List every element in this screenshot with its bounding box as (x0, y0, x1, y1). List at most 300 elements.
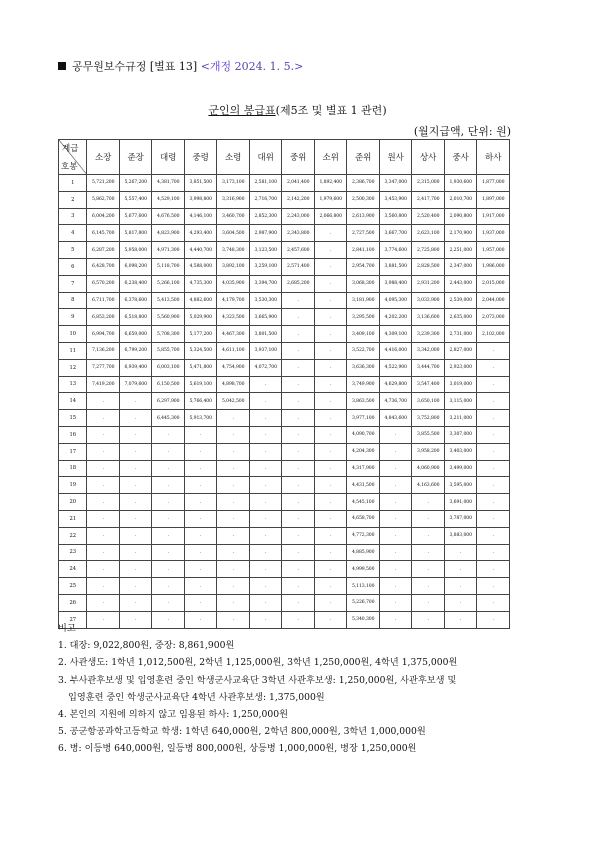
pay-cell: 1,986,000 (477, 258, 510, 275)
pay-cell: 3,881,500 (379, 258, 412, 275)
pay-cell: . (379, 544, 412, 561)
pay-cell: 2,347,000 (444, 258, 477, 275)
pay-cell: . (249, 544, 282, 561)
rank-header: 대위 (249, 140, 282, 175)
pay-cell: 4,754,900 (217, 359, 250, 376)
pay-cell: . (217, 611, 250, 628)
pay-cell: 1,917,000 (477, 208, 510, 225)
pay-cell: . (184, 443, 217, 460)
pay-cell: 6,238,400 (119, 275, 152, 292)
pay-cell: 4,736,700 (379, 393, 412, 410)
pay-cell: . (444, 611, 477, 628)
pay-cell: . (282, 611, 315, 628)
pay-cell: . (477, 359, 510, 376)
step-cell: 22 (59, 527, 87, 544)
pay-cell: . (87, 443, 120, 460)
pay-cell: . (282, 460, 315, 477)
pay-cell: 6,570,200 (87, 275, 120, 292)
pay-cell: . (314, 611, 347, 628)
pay-cell: 6,518,800 (119, 309, 152, 326)
amendment-date: <개정 2024. 1. 5.> (200, 60, 304, 73)
pay-cell: . (314, 594, 347, 611)
pay-cell: 2,457,600 (282, 242, 315, 259)
pay-cell: 3,181,900 (347, 292, 380, 309)
pay-cell: 3,752,800 (412, 410, 445, 427)
rank-header: 준장 (119, 140, 152, 175)
step-cell: 12 (59, 359, 87, 376)
pay-cell: 5,029,900 (184, 309, 217, 326)
pay-cell: . (249, 494, 282, 511)
pay-cell: . (314, 426, 347, 443)
pay-cell: . (119, 510, 152, 527)
table-row (59, 342, 510, 359)
pay-cell: 2,090,800 (444, 208, 477, 225)
pay-cell: . (477, 393, 510, 410)
pay-cell: 4,163,600 (412, 477, 445, 494)
pay-cell: . (314, 342, 347, 359)
pay-cell: 3,892,100 (217, 258, 250, 275)
pay-cell: 3,295,500 (347, 309, 380, 326)
pay-cell: . (184, 510, 217, 527)
pay-cell: 6,939,400 (119, 359, 152, 376)
pay-cell: . (412, 578, 445, 595)
pay-cell: 2,170,900 (444, 225, 477, 242)
square-bullet-icon (58, 62, 66, 70)
pay-cell: . (217, 561, 250, 578)
pay-cell: 5,113,100 (347, 578, 380, 595)
pay-cell: . (282, 443, 315, 460)
pay-cell: 3,316,900 (217, 191, 250, 208)
table-row (59, 359, 510, 376)
pay-cell: . (314, 460, 347, 477)
pay-cell: 4,146,100 (184, 208, 217, 225)
rank-header: 소장 (87, 140, 120, 175)
pay-cell: . (379, 594, 412, 611)
table-row (59, 527, 510, 544)
pay-cell: 3,636,300 (347, 359, 380, 376)
pay-cell: . (314, 275, 347, 292)
pay-cell: 4,611,100 (217, 342, 250, 359)
table-row (59, 494, 510, 511)
pay-cell: . (119, 494, 152, 511)
pay-cell: . (314, 326, 347, 343)
pay-cell: 3,136,600 (412, 309, 445, 326)
table-row (59, 510, 510, 527)
pay-cell: . (314, 527, 347, 544)
step-cell: 14 (59, 393, 87, 410)
pay-cell: 2,251,000 (444, 242, 477, 259)
pay-cell: . (412, 544, 445, 561)
pay-cell: . (444, 561, 477, 578)
pay-cell: 4,843,600 (379, 410, 412, 427)
pay-cell: . (249, 594, 282, 611)
pay-cell: . (477, 410, 510, 427)
pay-cell: . (217, 510, 250, 527)
pay-cell: 5,677,600 (119, 208, 152, 225)
pay-cell: 3,774,600 (379, 242, 412, 259)
pay-cell: . (119, 426, 152, 443)
document-header (58, 58, 303, 74)
pay-cell: 2,923,000 (444, 359, 477, 376)
pay-cell: 2,581,100 (249, 175, 282, 192)
pay-cell: 2,571,400 (282, 258, 315, 275)
pay-cell: . (249, 561, 282, 578)
pay-cell: 3,958,200 (412, 443, 445, 460)
pay-cell: 4,431,500 (347, 477, 380, 494)
pay-cell: . (282, 359, 315, 376)
pay-cell: 3,851,500 (184, 175, 217, 192)
pay-cell: . (152, 426, 185, 443)
pay-cell: 7,419,200 (87, 376, 120, 393)
pay-cell: . (282, 510, 315, 527)
pay-cell: 3,665,900 (249, 309, 282, 326)
table-row (59, 376, 510, 393)
pay-cell: 3,787,000 (444, 510, 477, 527)
pay-cell: 6,297,900 (152, 393, 185, 410)
pay-cell: 2,315,000 (412, 175, 445, 192)
pay-cell: 6,853,200 (87, 309, 120, 326)
table-row (59, 225, 510, 242)
note-item: 3. 부사관후보생 및 입영훈련 중인 학생군사교육단 3학년 사관후보생: 1,250,000원, 사관후보생 및 (58, 674, 457, 686)
pay-cell: . (314, 309, 347, 326)
step-cell: 13 (59, 376, 87, 393)
step-cell: 26 (59, 594, 87, 611)
table-body (59, 175, 510, 629)
table-row (59, 309, 510, 326)
pay-cell: . (184, 578, 217, 595)
pay-cell: . (282, 376, 315, 393)
pay-cell: 3,019,000 (444, 376, 477, 393)
pay-cell: . (87, 393, 120, 410)
step-cell: 21 (59, 510, 87, 527)
pay-cell: . (282, 527, 315, 544)
pay-cell: . (217, 460, 250, 477)
pay-cell: . (379, 426, 412, 443)
pay-cell: . (444, 578, 477, 595)
pay-cell: 2,716,700 (249, 191, 282, 208)
pay-cell: 2,015,000 (477, 275, 510, 292)
pay-cell: 3,173,100 (217, 175, 250, 192)
pay-cell: . (249, 477, 282, 494)
pay-cell: . (152, 594, 185, 611)
pay-cell: 4,095,300 (379, 292, 412, 309)
pay-cell: . (314, 225, 347, 242)
pay-cell: . (314, 359, 347, 376)
table-row (59, 258, 510, 275)
pay-cell: . (282, 594, 315, 611)
pay-cell: 2,987,900 (249, 225, 282, 242)
pay-cell: 3,259,100 (249, 258, 282, 275)
pay-cell: . (477, 494, 510, 511)
rank-header: 중위 (282, 140, 315, 175)
pay-cell: 2,623,100 (412, 225, 445, 242)
pay-cell: 1,877,000 (477, 175, 510, 192)
pay-cell: 3,604,500 (217, 225, 250, 242)
pay-cell: . (152, 443, 185, 460)
pay-cell: 4,885,900 (347, 544, 380, 561)
pay-cell: 6,659,000 (119, 326, 152, 343)
pay-cell: 7,136,200 (87, 342, 120, 359)
pay-cell: . (282, 342, 315, 359)
pay-cell: . (119, 460, 152, 477)
pay-cell: . (119, 611, 152, 628)
pay-cell: 5,619,100 (184, 376, 217, 393)
pay-cell: . (379, 460, 412, 477)
pay-cell: . (444, 594, 477, 611)
pay-cell: 6,145,700 (87, 225, 120, 242)
pay-cell: 2,827,000 (444, 342, 477, 359)
pay-cell: 2,635,000 (444, 309, 477, 326)
pay-cell: . (282, 426, 315, 443)
pay-cell: 4,823,900 (152, 225, 185, 242)
pay-cell: . (184, 477, 217, 494)
rank-header: 소령 (217, 140, 250, 175)
step-cell: 5 (59, 242, 87, 259)
pay-cell: 4,971,300 (152, 242, 185, 259)
pay-cell: 4,676,500 (152, 208, 185, 225)
pay-cell: . (217, 578, 250, 595)
pay-cell: 1,892,400 (314, 175, 347, 192)
table-row (59, 578, 510, 595)
pay-cell: . (249, 611, 282, 628)
pay-cell: . (282, 410, 315, 427)
pay-cell: 3,667,700 (379, 225, 412, 242)
step-cell: 19 (59, 477, 87, 494)
pay-cell: . (477, 578, 510, 595)
step-cell: 6 (59, 258, 87, 275)
pay-cell: . (184, 594, 217, 611)
pay-cell: . (314, 544, 347, 561)
pay-cell: . (184, 426, 217, 443)
rank-header: 상사 (412, 140, 445, 175)
pay-cell: . (119, 443, 152, 460)
table-row (59, 544, 510, 561)
pay-cell: . (314, 410, 347, 427)
pay-cell: 5,340,300 (347, 611, 380, 628)
pay-cell: . (379, 578, 412, 595)
pay-cell: 2,010,700 (444, 191, 477, 208)
pay-cell: 6,004,200 (87, 208, 120, 225)
pay-cell: 4,898,700 (217, 376, 250, 393)
pay-cell: 3,033,900 (412, 292, 445, 309)
pay-cell: . (87, 510, 120, 527)
pay-cell: 2,931,200 (412, 275, 445, 292)
pay-cell: . (477, 544, 510, 561)
pay-cell: . (87, 527, 120, 544)
pay-cell: 3,977,100 (347, 410, 380, 427)
note-item: 5. 공군항공과학고등학교 학생: 1학년 640,000원, 2학년 800,000원, 3학년 1,000,000원 (58, 726, 426, 738)
pay-cell: 3,444,700 (412, 359, 445, 376)
pay-cell: . (152, 561, 185, 578)
pay-cell: 4,202,200 (379, 309, 412, 326)
pay-cell: 5,118,700 (152, 258, 185, 275)
pay-cell: 3,347,000 (379, 175, 412, 192)
table-row (59, 191, 510, 208)
title-sub: (제5조 및 별표 1 관련) (275, 104, 387, 117)
pay-cell: 2,954,700 (347, 258, 380, 275)
pay-cell: 4,060,900 (412, 460, 445, 477)
table-row (59, 477, 510, 494)
pay-cell: . (282, 393, 315, 410)
pay-cell: 3,547,400 (412, 376, 445, 393)
pay-cell: 3,239,300 (412, 326, 445, 343)
pay-cell: . (477, 342, 510, 359)
pay-cell: . (119, 561, 152, 578)
pay-cell: 1,979,600 (314, 191, 347, 208)
pay-cell: . (87, 477, 120, 494)
pay-cell: . (314, 376, 347, 393)
pay-cell: 2,041,400 (282, 175, 315, 192)
pay-cell: . (249, 393, 282, 410)
pay-cell: 5,560,900 (152, 309, 185, 326)
pay-cell: 2,243,000 (282, 208, 315, 225)
step-cell: 3 (59, 208, 87, 225)
pay-cell: 3,460,700 (217, 208, 250, 225)
step-cell: 18 (59, 460, 87, 477)
pay-cell: 5,557,400 (119, 191, 152, 208)
pay-cell: 4,072,700 (249, 359, 282, 376)
pay-cell: 4,293,400 (184, 225, 217, 242)
notes-heading: 비고 (58, 623, 76, 634)
step-cell: 24 (59, 561, 87, 578)
pay-cell: 5,708,300 (152, 326, 185, 343)
corner-rank-label: 계급 (62, 144, 79, 154)
pay-cell: 4,317,900 (347, 460, 380, 477)
pay-cell: . (314, 393, 347, 410)
rank-header: 소위 (314, 140, 347, 175)
unit-note: (월지급액, 단위: 원) (413, 125, 511, 138)
pay-cell: . (282, 544, 315, 561)
step-cell: 9 (59, 309, 87, 326)
pay-cell: 4,629,800 (379, 376, 412, 393)
rank-header: 중사 (444, 140, 477, 175)
pay-cell: 3,748,300 (217, 242, 250, 259)
pay-cell: 5,766,400 (184, 393, 217, 410)
pay-cell: . (379, 477, 412, 494)
pay-cell: . (152, 544, 185, 561)
pay-cell: . (87, 494, 120, 511)
pay-cell: . (379, 611, 412, 628)
rank-header: 원사 (379, 140, 412, 175)
pay-cell: 3,988,400 (379, 275, 412, 292)
pay-cell: . (87, 544, 120, 561)
pay-cell: 1,930,600 (444, 175, 477, 192)
pay-cell: 3,068,300 (347, 275, 380, 292)
pay-cell: 1,957,000 (477, 242, 510, 259)
pay-cell: . (314, 494, 347, 511)
pay-cell: . (87, 426, 120, 443)
page-title (0, 102, 595, 118)
pay-cell: 6,711,700 (87, 292, 120, 309)
note-item-continuation: 입영훈련 중인 학생군사교육단 4학년 사관후보생: 1,375,000원 (68, 691, 325, 703)
pay-cell: 3,883,000 (444, 527, 477, 544)
step-cell: 10 (59, 326, 87, 343)
pay-cell: . (314, 292, 347, 309)
pay-cell: . (314, 561, 347, 578)
table-row (59, 443, 510, 460)
pay-cell: . (184, 611, 217, 628)
pay-cell: . (412, 594, 445, 611)
pay-cell: 5,862,700 (87, 191, 120, 208)
pay-cell: 4,999,500 (347, 561, 380, 578)
pay-cell: . (249, 410, 282, 427)
pay-cell: . (249, 460, 282, 477)
pay-cell: . (282, 309, 315, 326)
pay-cell: . (379, 510, 412, 527)
pay-cell: . (477, 561, 510, 578)
pay-cell: . (152, 460, 185, 477)
pay-cell: 2,520,400 (412, 208, 445, 225)
pay-cell: 5,413,500 (152, 292, 185, 309)
pay-cell: 2,142,200 (282, 191, 315, 208)
pay-cell: . (217, 410, 250, 427)
pay-cell: 5,226,700 (347, 594, 380, 611)
pay-cell: . (412, 561, 445, 578)
pay-cell: 2,417,700 (412, 191, 445, 208)
pay-cell: . (477, 477, 510, 494)
pay-cell: . (184, 460, 217, 477)
pay-cell: . (379, 527, 412, 544)
pay-cell: 5,266,100 (152, 275, 185, 292)
step-cell: 17 (59, 443, 87, 460)
pay-cell: . (249, 426, 282, 443)
pay-cell: 4,772,300 (347, 527, 380, 544)
pay-cell: 6,799,200 (119, 342, 152, 359)
pay-cell: 4,882,600 (184, 292, 217, 309)
pay-cell: . (119, 594, 152, 611)
pay-cell: 5,855,700 (152, 342, 185, 359)
pay-cell: 6,378,600 (119, 292, 152, 309)
pay-cell: 2,685,200 (282, 275, 315, 292)
table-row (59, 426, 510, 443)
pay-cell: . (184, 494, 217, 511)
note-item: 6. 병: 이등병 640,000원, 일등병 800,000원, 상등병 1,000,000원, 병장 1,250,000원 (58, 743, 417, 755)
pay-cell: 3,855,500 (412, 426, 445, 443)
pay-cell: . (314, 242, 347, 259)
pay-cell: . (249, 527, 282, 544)
step-cell: 25 (59, 578, 87, 595)
table-row (59, 561, 510, 578)
pay-cell: 5,817,800 (119, 225, 152, 242)
pay-cell: 6,003,100 (152, 359, 185, 376)
pay-cell: . (249, 510, 282, 527)
step-cell: 23 (59, 544, 87, 561)
pay-cell: 6,445,300 (152, 410, 185, 427)
step-cell: 8 (59, 292, 87, 309)
table-row (59, 326, 510, 343)
table-row (59, 292, 510, 309)
pay-cell: 3,560,800 (379, 208, 412, 225)
pay-cell: 4,204,300 (347, 443, 380, 460)
pay-cell: . (119, 477, 152, 494)
pay-cell: . (249, 578, 282, 595)
pay-cell: 6,428,700 (87, 258, 120, 275)
pay-cell: 2,852,300 (249, 208, 282, 225)
pay-cell: 4,545,100 (347, 494, 380, 511)
pay-cell: 5,471,800 (184, 359, 217, 376)
table-row (59, 208, 510, 225)
pay-cell: 3,453,900 (379, 191, 412, 208)
pay-cell: 2,727,500 (347, 225, 380, 242)
pay-cell: . (379, 561, 412, 578)
pay-cell: . (477, 426, 510, 443)
pay-cell: . (412, 494, 445, 511)
pay-cell: 4,588,000 (184, 258, 217, 275)
pay-cell: 4,735,300 (184, 275, 217, 292)
pay-cell: 3,595,000 (444, 477, 477, 494)
pay-cell: 3,522,700 (347, 342, 380, 359)
pay-cell: . (87, 561, 120, 578)
